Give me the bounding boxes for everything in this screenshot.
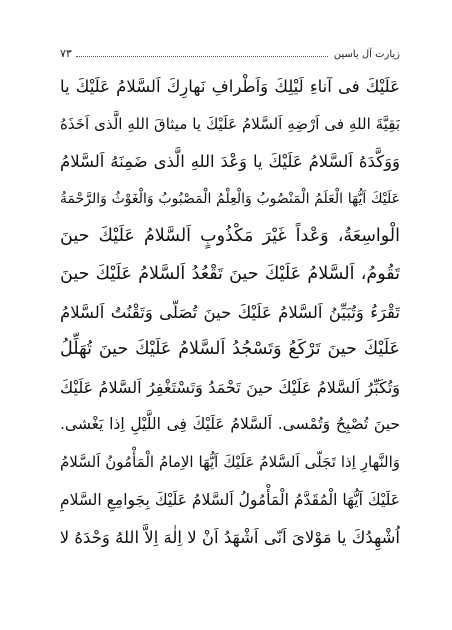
text-line: وَوَكَّدَهُ اَلسَّلامُ عَلَيْكَ يا وَعْدَ اللهِ الَّذى ضَمِنَهُ اَلسَّلامُ (60, 152, 400, 172)
text-line: وَتُكَبِّرُ اَلسَّلامُ عَلَيْكَ حينَ تَحْمَدُ وَتَسْتَغْفِرُ اَلسَّلامُ عَلَيْكَ (60, 377, 400, 397)
text-line: تَقُومُ، اَلسَّلامُ عَلَيْكَ حينَ تَقْعُدُ اَلسَّلامُ عَلَيْكَ حينَ (60, 263, 400, 284)
text-line: الْواسِعَةُ، وَعْداً غَيْرَ مَكْذُوبٍ اَلسَّلامُ عَلَيْكَ حينَ (60, 226, 400, 247)
text-line: اُشْهِدُكَ يا مَوْلاىَ اَنّى اَشْهَدُ اَنْ لا اِلٰهَ اِلاَّ اللهُ وَحْدَهُ لا (60, 528, 400, 548)
text-line: تَقْرَءُ وَتُبَيِّنُ اَلسَّلامُ عَلَيْكَ حينَ تُصَلّى وَتَقْنُتُ اَلسَّلامُ (60, 302, 400, 322)
header-dotted-leader (76, 55, 328, 57)
text-line: عَلَيْكَ اَيُّهَا الْمُقَدَّمُ الْمَأْمُولُ اَلسَّلامُ عَلَيْكَ بِجَوامِعِ السَّلامِ (60, 490, 400, 509)
text-line: عَلَيْكَ اَيُّهَا الْعَلَمُ الْمَنْصُوبُ وَالْعِلْمُ الْمَصْبُوبُ وَالْغَوْثُ وَالرَّحْمَةُ (60, 190, 400, 207)
text-line: حينَ تُصْبِحُ وَتُمْسى. اَلسَّلامُ عَلَيْكَ فِى اللَّيْلِ اِذا يَغْشى. (60, 415, 400, 434)
text-line: بَقِيَّةَ اللهِ فى اَرْضِهِ اَلسَّلامُ عَلَيْكَ يا ميثاقَ اللهِ الَّذى اَخَذَهُ (60, 114, 400, 133)
header-title: زيارت آل ياسين (333, 49, 400, 60)
text-line: عَلَيْكَ حينَ تَرْكَعُ وَتَسْجُدُ اَلسَّلامُ عَلَيْكَ حينَ تُهَلِّلُ (60, 339, 400, 360)
page-number: ٧٣ (60, 47, 72, 60)
prayer-text (60, 68, 400, 557)
text-line: عَلَيْكَ فى آناءِ لَيْلِكَ وَاَطْرافِ نَهارِكَ اَلسَّلامُ عَلَيْكَ يا (60, 77, 400, 96)
text-line: وَالنَّهارِ اِذا تَجَلّى اَلسَّلامُ عَلَيْكَ اَيُّهَا الاِمامُ الْمَأْمُونُ اَلسَّلامُ (60, 452, 400, 471)
page-header (60, 40, 400, 60)
